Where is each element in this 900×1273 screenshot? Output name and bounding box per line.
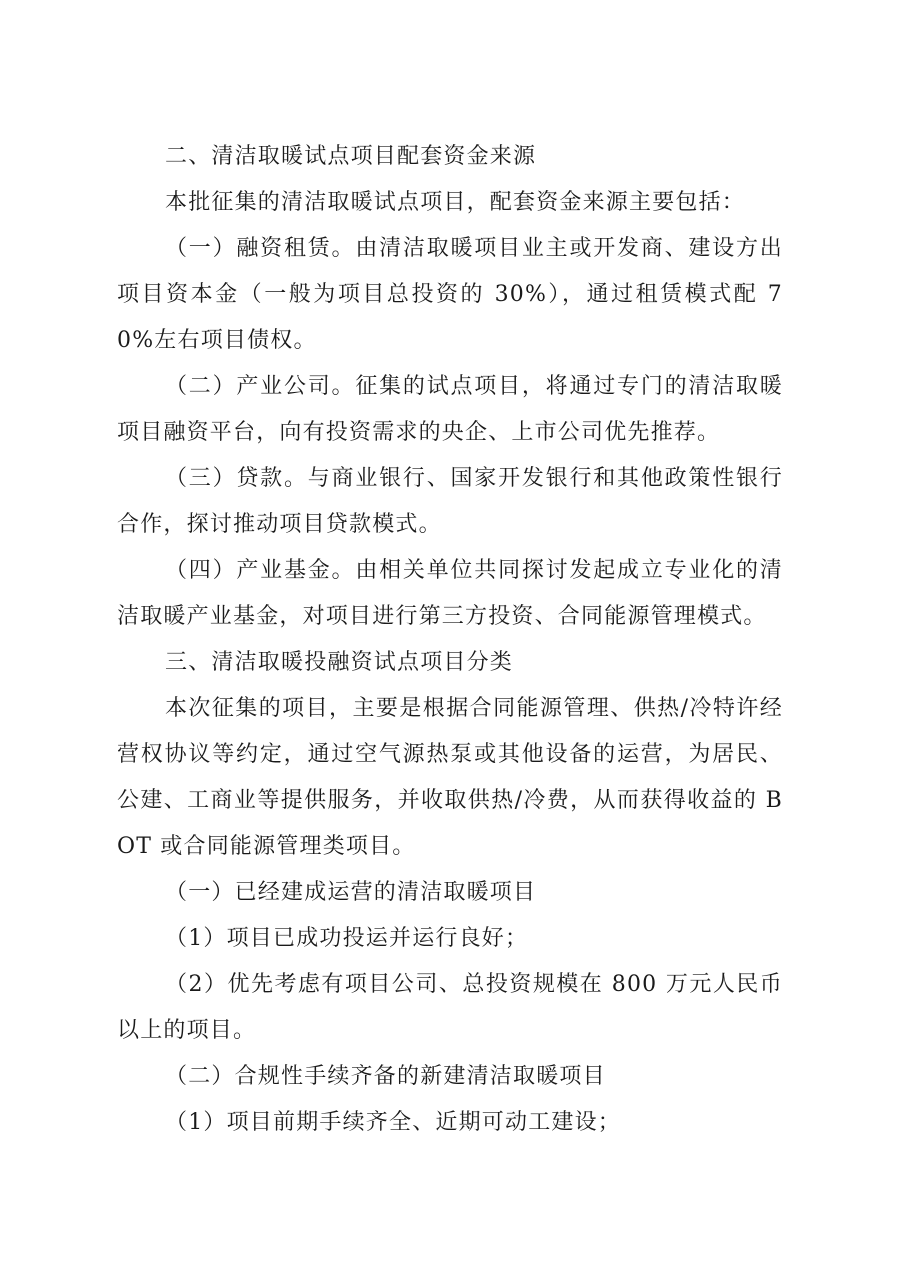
section-heading-project-classification: 三、清洁取暖投融资试点项目分类 [165,650,514,675]
paragraph-industry-fund: （四）产业基金。由相关单位共同探讨发起成立专业化的清洁取暖产业基金，对项目进行第三方投资、合同能源管理模式。 [117,558,783,629]
subheading-new-projects: （二）合规性手续齐备的新建清洁取暖项目 [165,1064,606,1089]
document-body [117,134,783,1146]
paragraph-financial-leasing: （一）融资租赁。由清洁取暖项目业主或开发商、建设方出项目资本金（一般为项目总投资的 30%），通过租赁模式配 70%左右项目债权。 [117,236,783,353]
paragraph-funding-intro: 本批征集的清洁取暖试点项目，配套资金来源主要包括： [165,190,746,215]
list-item-new-1: （1）项目前期手续齐全、近期可动工建设； [165,1110,621,1135]
list-item-operating-1: （1）项目已成功投运并运行良好； [165,926,529,951]
paragraph-classification-intro: 本次征集的项目，主要是根据合同能源管理、供热/冷特许经营权协议等约定，通过空气源热泵或其他设备的运营，为居民、公建、工商业等提供服务，并收取供热/冷费，从而获得收益的 BOT 或合同能源管理类项目。 [117,696,783,859]
list-item-operating-2: （2）优先考虑有项目公司、总投资规模在 800 万元人民币以上的项目。 [117,972,783,1043]
section-heading-funding-sources: 二、清洁取暖试点项目配套资金来源 [165,144,537,169]
paragraph-industry-companies: （二）产业公司。征集的试点项目，将通过专门的清洁取暖项目融资平台，向有投资需求的央企、上市公司优先推荐。 [117,374,783,445]
subheading-operating-projects: （一）已经建成运营的清洁取暖项目 [165,880,537,905]
paragraph-loans: （三）贷款。与商业银行、国家开发银行和其他政策性银行合作，探讨推动项目贷款模式。 [117,466,783,537]
